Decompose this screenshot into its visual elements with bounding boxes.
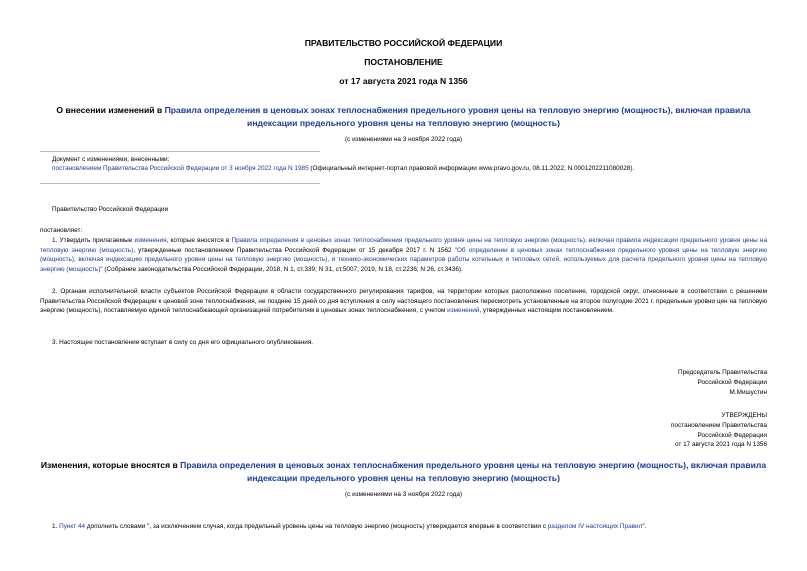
- p1-text-b: , которые вносятся в: [166, 237, 232, 244]
- item1-text-b: дополнить словами ", за исключением случая, когда предельный уровень цены на тепловую энергию (мощность) утверждается впервые в соответствии с: [85, 523, 548, 530]
- changes-heading: [40, 459, 767, 485]
- p1-text-a: 1. Утвердить прилагаемые: [52, 237, 135, 244]
- issuer: Правительство Российской Федерации: [52, 206, 169, 213]
- document-type: ПОСТАНОВЛЕНИЕ: [364, 57, 443, 67]
- amending-decree-link[interactable]: постановлением Правительства Российской Федерации от 3 ноября 2022 года N 1985: [52, 165, 309, 173]
- signature-block: [678, 368, 767, 397]
- divider: [40, 151, 320, 152]
- changes-heading-prefix: Изменения, которые вносятся в: [40, 460, 181, 470]
- p1-text-c: , утвержденные постановлением Правительства Российской Федерации от 15 декабря 2017 г. N 1562 ": [133, 246, 457, 254]
- rules-link[interactable]: Правила определения в ценовых зонах теплоснабжения предельного уровня цены на тепловую энергию (мощность), включая правила индексации предельного уровня цены на тепловую энергию (мощность): [40, 237, 768, 254]
- section-iv-link[interactable]: разделом IV настоящих Правил: [547, 523, 643, 530]
- item1-number: 1.: [52, 523, 60, 530]
- divider: [40, 183, 320, 184]
- amendments-source: (Официальный интернет-портал правовой информации www.pravo.gov.ru, 08.11.2022, N 0001202211080028).: [308, 165, 635, 173]
- approved-word: УТВЕРЖДЕНЫ: [721, 412, 767, 419]
- signature-name: М.Мишустин: [729, 388, 767, 396]
- decree-1562-link[interactable]: Об определении в ценовых зонах теплоснабжения предельного уровня цены на тепловую энергию (мощность), включая индексацию предельного уровня цены на тепловую энергию (мощность), и технико-экономических параметров работы котельных и тепловых сетей, используемых для расчета предельного уровня цены на тепловую энергию (мощность): [40, 246, 768, 273]
- amendments-box: [52, 155, 772, 174]
- approved-by: постановлением Правительства: [671, 421, 767, 429]
- approval-block: [671, 411, 767, 450]
- paragraph-3: 3. Настоящее постановление вступает в силу со дня его официального опубликования.: [52, 339, 314, 346]
- changes-heading-rules-link[interactable]: Правила определения в ценовых зонах теплоснабжения предельного уровня цены на тепловую энергию (мощность), включая правила индексации предельного уровня цены на тепловую энергию (мощность): [180, 460, 767, 483]
- title-prefix: О внесении изменений в: [56, 105, 165, 115]
- changes-link-2[interactable]: изменений: [447, 307, 480, 315]
- paragraph-2: [40, 287, 767, 316]
- signature-position: Председатель Правительства: [678, 369, 767, 376]
- changes-note-2: (с изменениями на 3 ноября 2022 года): [344, 491, 463, 498]
- p1-text-d: " (Собрание законодательства Российской Федерации, 2018, N 1, ст.339; N 31, ст.5007; 2019, N 18, ст.2236; N 26, ст.3436).: [100, 265, 463, 273]
- p2-text-a: 2. Органам исполнительной власти субъектов Российской Федерации в области государственного регулирования тарифов, на территории которых расположено поселение, городской округ, отнесенные в соответствии с решением Правительства Российской Федерации к ценовой зоне теплоснабжения, не позднее 15 дней со дня вступления в силу настоящего постановления пересмотреть установленные на второе полугодие 2021 г. предельные уровни цен на тепловую энергию (мощность), поставляемую единой теплоснабжающей организацией потребителям в ценовых зонах теплоснабжения, с учетом: [40, 288, 767, 315]
- title-rules-link[interactable]: Правила определения в ценовых зонах теплоснабжения предельного уровня цены на тепловую энергию (мощность), включая правила индексации предельного уровня цены на тепловую энергию (мощность): [164, 105, 751, 128]
- amendments-intro: Документ с изменениями, внесенными:: [52, 156, 170, 163]
- point-44-link[interactable]: Пункт 44: [59, 523, 86, 530]
- decree-word: постановляет:: [40, 227, 83, 234]
- item1-text-c: ".: [642, 523, 647, 530]
- document-title: [40, 104, 767, 130]
- changes-note: (с изменениями на 3 ноября 2022 года): [344, 136, 463, 143]
- p2-text-b: , утвержденных настоящим постановлением.: [479, 307, 614, 315]
- changes-link[interactable]: изменения: [134, 237, 167, 244]
- amendments-line: [52, 164, 772, 173]
- change-item-1: [40, 522, 767, 532]
- approved-country: Российской Федерации: [697, 431, 767, 439]
- government-heading: ПРАВИТЕЛЬСТВО РОССИЙСКОЙ ФЕДЕРАЦИИ: [304, 38, 503, 48]
- signature-country: Российской Федерации: [697, 378, 767, 386]
- paragraph-1: [40, 236, 767, 274]
- approved-date: от 17 августа 2021 года N 1356: [674, 441, 767, 449]
- document-date-number: от 17 августа 2021 года N 1356: [339, 76, 468, 86]
